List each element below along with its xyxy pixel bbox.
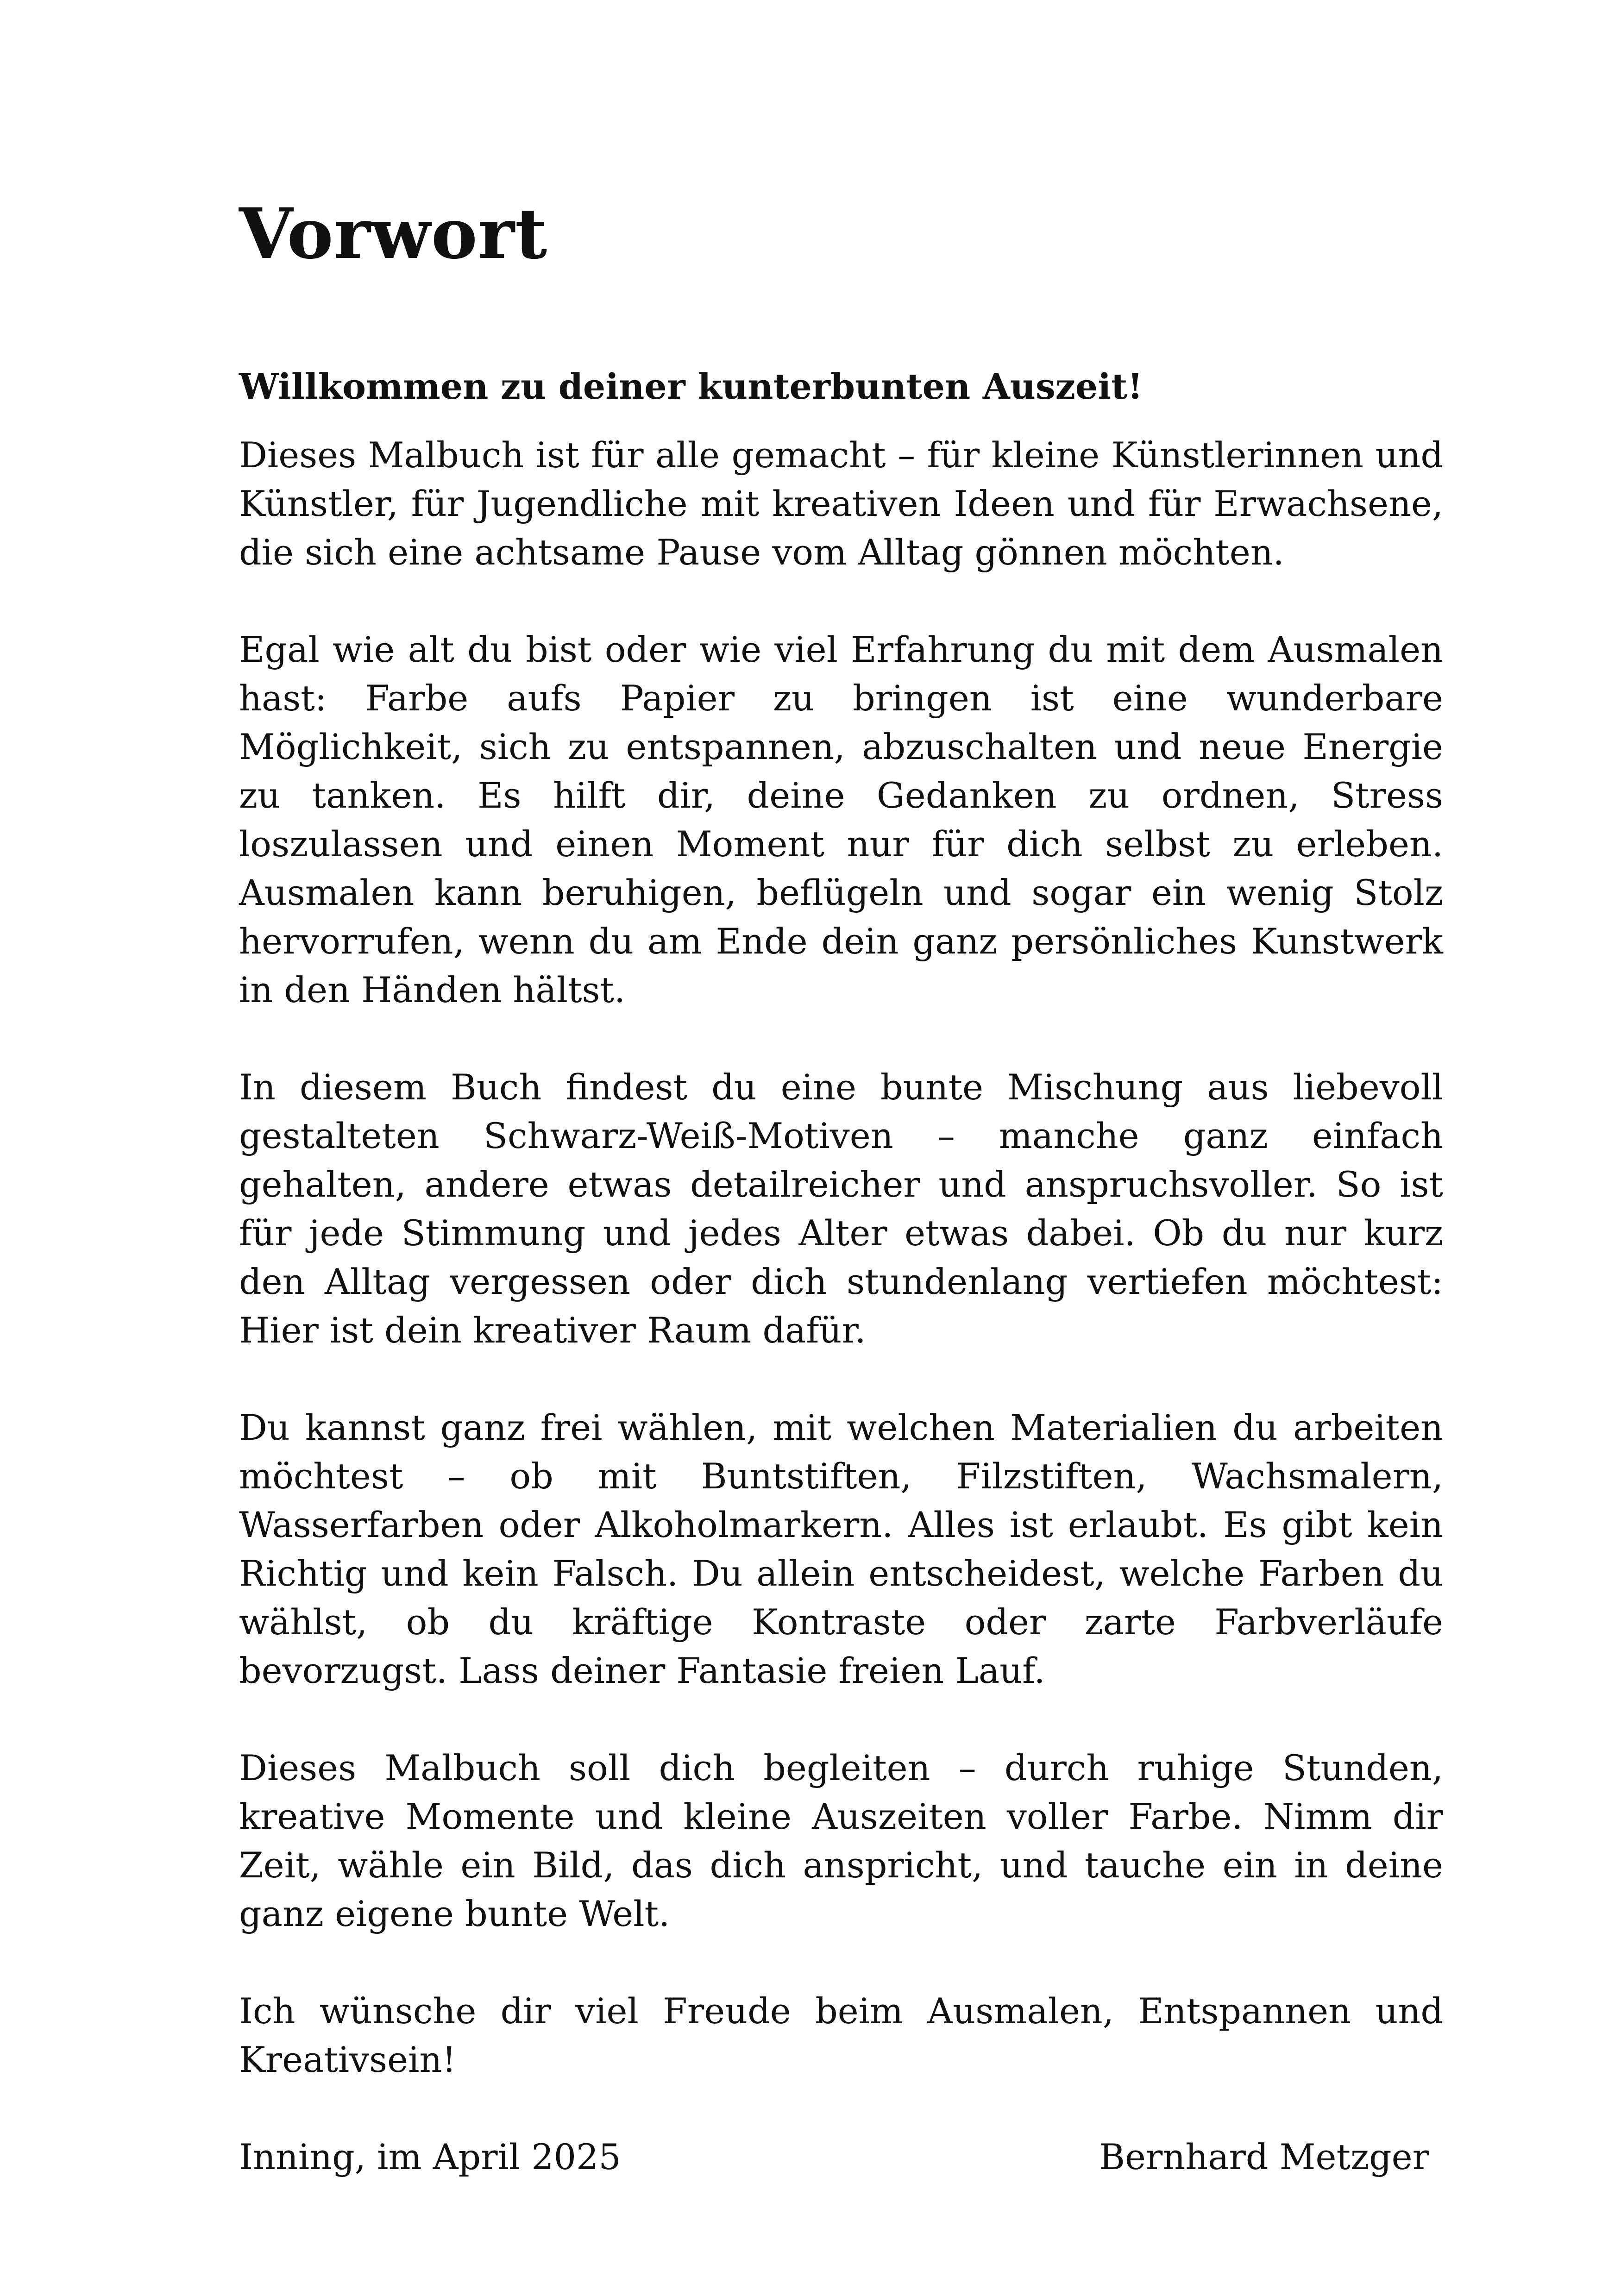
author-name: Bernhard Metzger (1099, 2136, 1429, 2177)
paragraph-1: Dieses Malbuch ist für alle gemacht – für kleine Künstlerinnen und Künstler, für Jugendliche mit kreativen Ideen und für Erwachsene, die sich eine achtsame Pause vom Alltag gönnen möchten. (239, 434, 1443, 573)
page-subtitle: Willkommen zu deiner kunterbunten Auszeit! (239, 366, 1143, 407)
page-title: Vorwort (239, 193, 548, 275)
paragraph-4: Du kannst ganz frei wählen, mit welchen Materialien du arbeiten möchtest – ob mit Buntstiften, Filzstiften, Wachsmalern, Wasserfarben oder Alkoholmarkern. Alles ist erlaubt. Es gibt kein Richtig und kein Falsch. Du allein entscheidest, welche Farben du wählst, ob du kräftige Kontraste oder zarte Farbverläufe bevorzugst. Lass deiner Fantasie freien Lauf. (239, 1407, 1443, 1691)
paragraph-5: Dieses Malbuch soll dich begleiten – durch ruhige Stunden, kreative Momente und kleine Auszeiten voller Farbe. Nimm dir Zeit, wähle ein Bild, das dich anspricht, und tauche ein in deine ganz eigene bunte Welt. (239, 1747, 1443, 1934)
paragraph-3: In diesem Buch findest du eine bunte Mischung aus liebevoll gestalteten Schwarz-Weiß-Motiven – manche ganz einfach gehalten, andere etwas detailreicher und anspruchsvoller. So ist für jede Stimmung und jedes Alter etwas dabei. Ob du nur kurz den Alltag vergessen oder dich stundenlang vertiefen möchtest: Hier ist dein kreativer Raum dafür. (239, 1066, 1443, 1351)
paragraph-6: Ich wünsche dir viel Freude beim Ausmalen, Entspannen und Kreativsein! (239, 1990, 1443, 2080)
signature-row (239, 2133, 1443, 2181)
place-date: Inning, im April 2025 (239, 2136, 621, 2177)
foreword-page (239, 185, 1443, 2181)
paragraph-2: Egal wie alt du bist oder wie viel Erfahrung du mit dem Ausmalen hast: Farbe aufs Papier zu bringen ist eine wunderbare Möglichkeit, sich zu entspannen, abzuschalten und neue Energie zu tanken. Es hilft dir, deine Gedanken zu ordnen, Stress loszulassen und einen Moment nur für dich selbst zu erleben. Ausmalen kann beruhigen, beflügeln und sogar ein wenig Stolz hervorrufen, wenn du am Ende dein ganz persönliches Kunstwerk in den Händen hältst. (239, 629, 1443, 1010)
